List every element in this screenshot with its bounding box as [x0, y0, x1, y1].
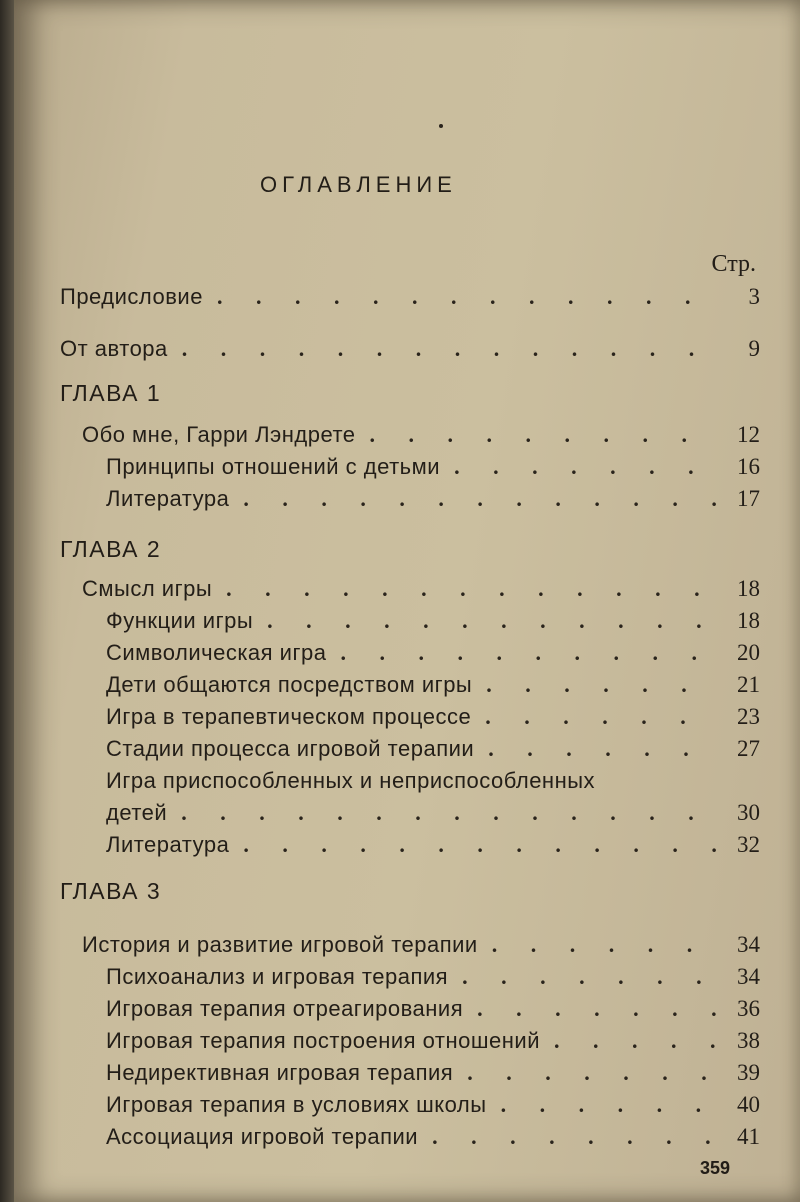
dot-leader — [182, 334, 718, 364]
dot-leader — [554, 1026, 718, 1056]
dot-leader — [181, 798, 718, 828]
page-number: 359 — [700, 1158, 731, 1178]
entry-label: Принципы отношений с детьми — [106, 454, 441, 479]
toc-entry — [106, 484, 760, 514]
entry-label: Ассоциация игровой терапии — [106, 1124, 419, 1149]
entry-label: Игра в терапевтическом процессе — [106, 704, 472, 729]
entry-label: Недирективная игровая терапия — [106, 1060, 454, 1085]
dot-leader — [462, 962, 718, 992]
book-page — [14, 0, 800, 1202]
dot-leader — [243, 484, 718, 514]
entry-page-number: 12 — [737, 422, 760, 447]
entry-page-number: 27 — [737, 736, 760, 761]
toc-entry — [106, 702, 760, 732]
toc-entry — [106, 670, 760, 700]
entry-page-number: 40 — [737, 1092, 760, 1117]
chapter-heading-2: ГЛАВА 2 — [60, 536, 162, 562]
entry-page-number: 16 — [737, 454, 760, 479]
toc-entry — [106, 1026, 760, 1056]
entry-page-number: 36 — [737, 996, 760, 1021]
entry-page-number: 3 — [748, 284, 760, 309]
dot-leader — [467, 1058, 718, 1088]
dot-leader — [501, 1090, 718, 1120]
toc-entry — [106, 1058, 760, 1088]
toc-title: ОГЛАВЛЕНИЕ — [260, 172, 457, 197]
entry-page-number: 21 — [737, 672, 760, 697]
dot-leader — [485, 702, 718, 732]
dot-leader — [217, 282, 718, 312]
entry-page-number: 34 — [737, 932, 760, 957]
chapter-heading-3: ГЛАВА 3 — [60, 878, 162, 904]
toc-entry — [106, 452, 760, 482]
chapter-heading-1: ГЛАВА 1 — [60, 380, 162, 406]
entry-page-number: 30 — [737, 800, 760, 825]
toc-entry — [106, 830, 760, 860]
dot-leader — [340, 638, 718, 668]
entry-page-number: 39 — [737, 1060, 760, 1085]
entry-label: Смысл игры — [82, 576, 213, 601]
toc-entry — [106, 1122, 760, 1152]
toc-entry — [106, 1090, 760, 1120]
entry-label: Литература — [106, 486, 230, 511]
entry-label: Предисловие — [60, 284, 203, 309]
dot-leader — [243, 830, 718, 860]
page-column-label: Стр. — [711, 251, 756, 277]
toc-entry-from-author — [60, 334, 760, 364]
entry-label: Игровая терапия построения отношений — [106, 1028, 540, 1053]
entry-label: Дети общаются посредством игры — [106, 672, 473, 697]
dot-leader — [488, 734, 718, 764]
dot-leader — [486, 670, 718, 700]
dot-leader — [226, 574, 718, 604]
entry-label: Психоанализ и игровая терапия — [106, 964, 449, 989]
entry-page-number: 18 — [737, 576, 760, 601]
entry-label-line2: детей — [106, 800, 168, 825]
toc-entry — [106, 734, 760, 764]
entry-page-number: 32 — [737, 832, 760, 857]
entry-page-number: 34 — [737, 964, 760, 989]
toc-entry — [106, 798, 760, 828]
entry-label-line1: Игра приспособленных и неприспособленных — [106, 768, 596, 793]
dot-leader — [432, 1122, 718, 1152]
entry-label: Игровая терапия в условиях школы — [106, 1092, 487, 1117]
toc-entry — [82, 420, 760, 450]
entry-label: Функции игры — [106, 608, 254, 633]
entry-page-number: 18 — [737, 608, 760, 633]
entry-label: Символическая игра — [106, 640, 327, 665]
entry-label: Игровая терапия отреагирования — [106, 996, 464, 1021]
toc-entry — [82, 930, 760, 960]
entry-page-number: 23 — [737, 704, 760, 729]
dot-leader — [370, 420, 718, 450]
dot-leader — [267, 606, 718, 636]
toc-entry — [106, 606, 760, 636]
entry-page-number: 41 — [737, 1124, 760, 1149]
toc-entry — [106, 994, 760, 1024]
toc-entry-preface — [60, 282, 760, 312]
toc-entry — [82, 574, 760, 604]
dot-leader — [477, 994, 718, 1024]
entry-label: История и развитие игровой терапии — [82, 932, 478, 957]
entry-label: Стадии процесса игровой терапии — [106, 736, 475, 761]
entry-label: Литература — [106, 832, 230, 857]
entry-label: Обо мне, Гарри Лэндрете — [82, 422, 356, 447]
entry-page-number: 38 — [737, 1028, 760, 1053]
entry-page-number: 17 — [737, 486, 760, 511]
toc-entry — [106, 962, 760, 992]
print-speck — [439, 124, 443, 128]
dot-leader — [492, 930, 718, 960]
entry-page-number: 20 — [737, 640, 760, 665]
toc-entry — [106, 638, 760, 668]
book-spine-shadow — [0, 0, 14, 1202]
dot-leader — [454, 452, 718, 482]
entry-page-number: 9 — [748, 336, 760, 361]
entry-label: От автора — [60, 336, 168, 361]
